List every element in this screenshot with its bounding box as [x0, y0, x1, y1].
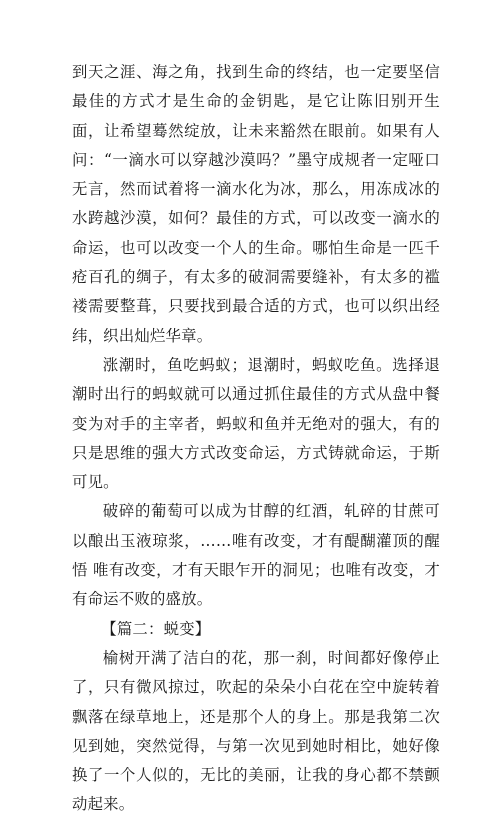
paragraph-elm-tree: 榆树开满了洁白的花，那一刹，时间都好像停止了，只有微风掠过，吹起的朵朵小白花在空中旋转着飘落在绿草地上，还是那个人的身上。那是我第二次见到她，突然觉得，与第一次见到她时相比，她好像换了一个人似的，无比的美丽，让我的身心都不禁颤动起来。 [72, 648, 440, 814]
paragraph-continuation: 到天之涯、海之角，找到生命的终结，也一定要坚信最佳的方式才是生命的金钥匙，是它让陈旧别开生面，让希望蓦然绽放，让未来豁然在眼前。如果有人问：“一滴水可以穿越沙漠吗？”墨守成规者一定哑口无言，然而试着将一滴水化为冰，那么，用冻成冰的水跨越沙漠，如何？最佳的方式，可以改变一滴水的命运，也可以改变一个人的生命。哪怕生命是一匹千疮百孔的绸子，有太多的破洞需要缝补，有太多的褴褛需要整葺，只要找到最合适的方式，也可以织出经纬，织出灿烂华章。 [72, 63, 440, 345]
section-heading: 【篇二：蜕变】 [101, 619, 211, 638]
paragraph-change: 破碎的葡萄可以成为甘醇的红酒，轧碎的甘蔗可以酿出玉液琼浆，……唯有改变，才有醍醐灌顶的醒悟 唯有改变，才有天眼乍开的洞见；也唯有改变，才有命运不败的盛放。 [72, 502, 440, 609]
document-page [72, 58, 440, 820]
paragraph-tide: 涨潮时，鱼吃蚂蚁；退潮时，蚂蚁吃鱼。选择退潮时出行的蚂蚁就可以通过抓住最佳的方式从盘中餐变为对手的主宰者，蚂蚁和鱼并无绝对的强大，有的只是思维的强大方式改变命运，方式铸就命运，于斯可见。 [72, 355, 440, 492]
